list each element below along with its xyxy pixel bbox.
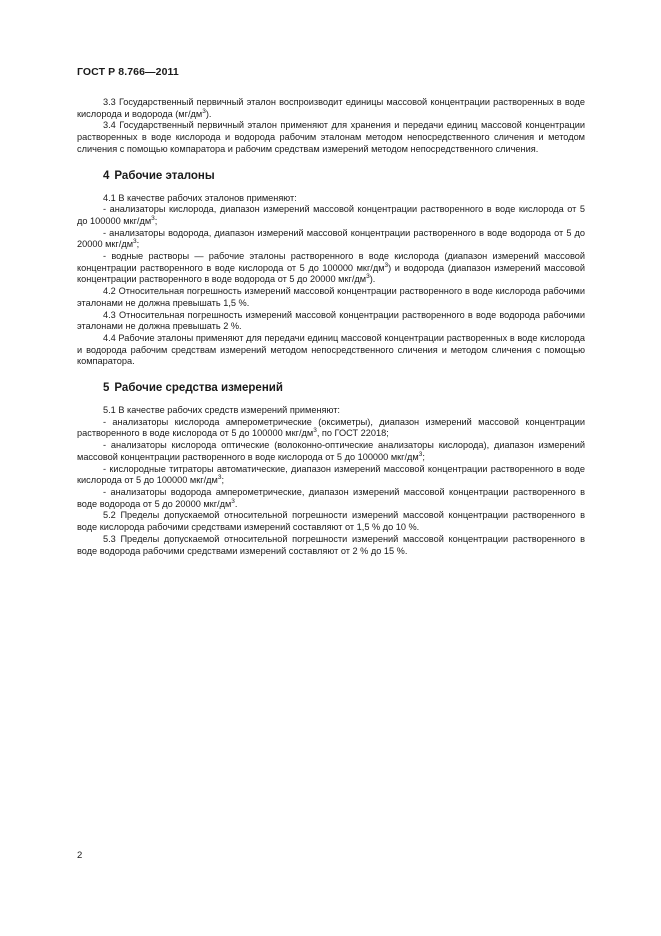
document-header: ГОСТ Р 8.766—2011: [77, 66, 179, 78]
list-item: - анализаторы кислорода амперометрические (оксиметры), диапазон измерений массовой концентрации растворенного в воде кислорода от 5 до 100000 мкг/$дм^3$, по ГОСТ 22018;: [77, 416, 585, 439]
unit-superscript: 3: [418, 450, 423, 458]
list-item: - анализаторы водорода амперометрические, диапазон измерений массовой концентрации растворенного в воде водорода от 5 до 20000 мкг/$дм^3$.: [77, 486, 585, 509]
paragraph-5-1: 5.1 В качестве рабочих средств измерений применяют:: [103, 405, 340, 416]
list-item: - кислородные титраторы автоматические, диапазон измерений массовой концентрации растворенного в воде кислорода от 5 до 100000 мкг/$дм^3$;: [77, 463, 585, 486]
paragraph-5-3: 5.3 Пределы допускаемой относительной погрешности измерений массовой концентрации растворенного в воде водорода рабочими средствами измерений составляют от 2 % до 15 %.: [77, 533, 585, 556]
paragraph-5-2: 5.2 Пределы допускаемой относительной погрешности измерений массовой концентрации растворенного в воде кислорода рабочими средствами измерений составляют от 1,5 % до 10 %.: [77, 510, 585, 533]
list-item: - водные растворы — рабочие эталоны растворенного в воде кислорода (диапазон измерений массовой концентрации растворенного в воде кислорода от 5 до 100000 мкг/$дм^3$) и водорода (диапазон измерений массовой концентрации растворенного в воде водорода от 5 до 20000 мкг/$дм^3$).: [77, 251, 585, 285]
unit-superscript: 3: [202, 107, 206, 115]
section-5-number: 5: [103, 382, 110, 395]
list-item: - анализаторы кислорода оптические (волоконно-оптические анализаторы кислорода), диапазон измерений массовой концентрации растворенного в воде кислорода от 5 до 100000 мкг/$дм^3$;: [77, 440, 585, 462]
page-number: 2: [77, 850, 83, 861]
unit-superscript: 3: [151, 214, 155, 222]
unit-superscript: 3: [133, 238, 137, 246]
paragraph-4-4: 4.4 Рабочие эталоны применяют для передачи единиц массовой концентрации растворенных в воде кислорода и водорода рабочим средствам измерений методом непосредственного сличения и методом сличения с помощью компаратора.: [77, 332, 585, 367]
paragraph-3-3-text: 3.3 Государственный первичный эталон воспроизводит единицы массовой концентрации растворенных в воде кислорода и водорода (мг/дм: [77, 97, 585, 119]
paragraph-3-3-tail: ).: [205, 108, 212, 119]
list-item: - анализаторы водорода, диапазон измерений массовой концентрации растворенного в воде водорода от 5 до 20000 мкг/$дм^3$;: [77, 227, 585, 250]
paragraph-4-2: 4.2 Относительная погрешность измерений массовой концентрации растворенного в воде кислорода рабочими эталонами не должна превышать 1,5 %.: [77, 286, 585, 308]
section-4-heading: [103, 169, 585, 183]
unit-superscript: 3: [384, 261, 389, 269]
unit-superscript: 3: [366, 273, 370, 281]
paragraph-3-3: [77, 97, 585, 120]
section-4-number: 4: [103, 169, 110, 182]
document-body: [77, 97, 585, 557]
paragraph-4-3: 4.3 Относительная погрешность измерений массовой концентрации растворенного в воде водорода рабочими эталонами не должна превышать 2 %.: [77, 309, 585, 332]
section-4-title: Рабочие эталоны: [114, 169, 215, 182]
list-item: - анализаторы кислорода, диапазон измерений массовой концентрации растворенного в воде кислорода от 5 до 100000 мкг/$дм^3$;: [77, 204, 585, 226]
paragraph-3-4: 3.4 Государственный первичный эталон применяют для хранения и передачи единиц массовой концентрации растворенных в воде кислорода и водорода рабочим эталонам методом непосредственного сличения и методом сличения с помощью компаратора и рабочим средствам измерений методом непосредственного сличения.: [77, 120, 585, 154]
paragraph-4-1: 4.1 В качестве рабочих эталонов применяют:: [103, 192, 297, 203]
section-5-heading: [103, 381, 585, 395]
unit-superscript: 3: [231, 497, 235, 505]
unit-superscript: 3: [313, 427, 317, 435]
section-5-title: Рабочие средства измерений: [114, 382, 283, 395]
unit-superscript: 3: [217, 474, 222, 482]
